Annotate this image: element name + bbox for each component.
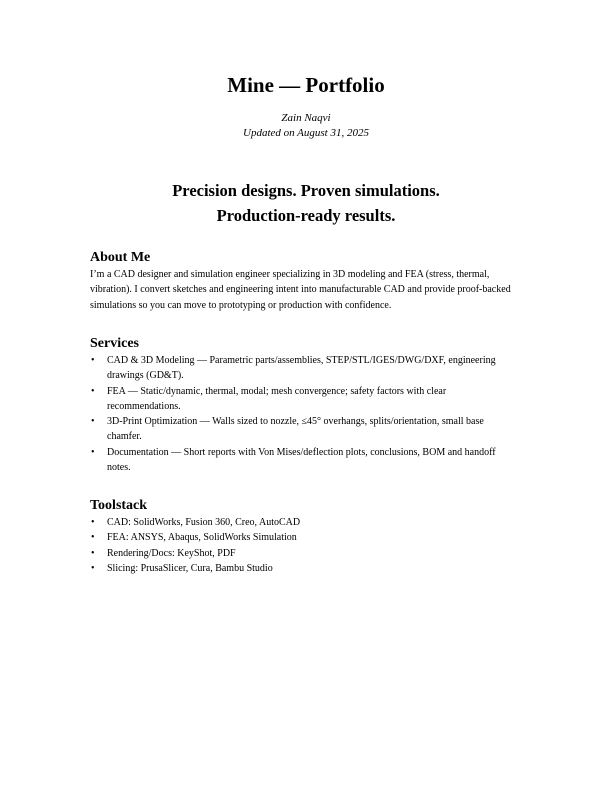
- tagline-line-1: Precision designs. Proven simulations.: [172, 181, 440, 200]
- services-heading: Services: [90, 336, 139, 351]
- bullet-icon: •: [91, 532, 95, 544]
- bullet-icon: •: [91, 517, 95, 528]
- list-item-text: FEA: ANSYS, Abaqus, SolidWorks Simulation: [107, 532, 297, 544]
- about-heading: About Me: [90, 250, 151, 265]
- bullet-icon: •: [91, 446, 95, 458]
- tagline: [0, 178, 612, 228]
- toolstack-heading: Toolstack: [90, 498, 148, 513]
- list-item-text: Documentation — Short reports with Von Mises/deflection plots, conclusions, BOM and handoff notes.: [107, 446, 496, 474]
- services-list-item: [90, 445, 530, 476]
- tagline-line-2: Production-ready results.: [216, 206, 396, 225]
- list-item-text: Rendering/Docs: KeyShot, PDF: [107, 547, 236, 559]
- services-list-item: [90, 353, 530, 384]
- about-body: I’m a CAD designer and simulation engineer specializing in 3D modeling and FEA (stress, thermal, vibration). I convert sketches and engineering intent into manufacturable CAD and provide proof-backed simulations so you can move to prototyping or production with confidence.: [90, 269, 511, 311]
- toolstack-list-item: [90, 546, 530, 561]
- bullet-icon: •: [91, 547, 95, 559]
- toolstack-list: [90, 515, 530, 576]
- page-title: Mine — Portfolio: [227, 73, 385, 97]
- list-item-text: FEA — Static/dynamic, thermal, modal; mesh convergence; safety factors with clear recommendations.: [107, 385, 447, 412]
- updated-date: Updated on August 31, 2025: [243, 127, 369, 139]
- services-section: [90, 335, 530, 475]
- toolstack-list-item: [90, 515, 530, 530]
- author-name: Zain Naqvi: [281, 112, 331, 124]
- list-item-text: CAD & 3D Modeling — Parametric parts/assemblies, STEP/STL/IGES/DWG/DXF, engineering drawings (GD&T).: [107, 355, 496, 382]
- toolstack-list-item: [90, 561, 530, 576]
- bullet-icon: •: [91, 562, 95, 574]
- list-item-text: Slicing: PrusaSlicer, Cura, Bambu Studio: [107, 562, 273, 574]
- toolstack-list-item: [90, 530, 530, 545]
- toolstack-section: [90, 497, 530, 576]
- bullet-icon: •: [91, 416, 95, 428]
- list-item-text: 3D-Print Optimization — Walls sized to nozzle, ≤45° overhangs, splits/orientation, small base chamfer.: [107, 416, 484, 443]
- bullet-icon: •: [91, 385, 95, 397]
- bullet-icon: •: [91, 355, 95, 366]
- about-section: [90, 249, 530, 313]
- list-item-text: CAD: SolidWorks, Fusion 360, Creo, AutoCAD: [107, 517, 301, 528]
- services-list-item: [90, 384, 530, 415]
- services-list-item: [90, 414, 530, 445]
- services-list: [90, 353, 530, 475]
